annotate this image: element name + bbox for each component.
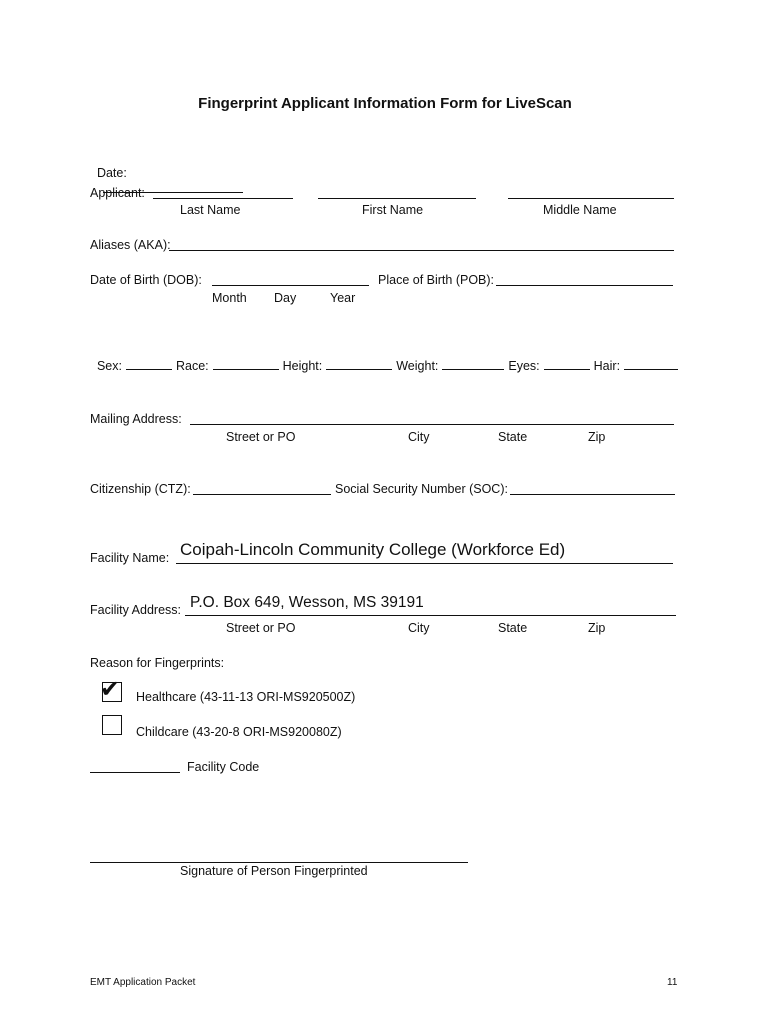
mailing-street-caption: Street or PO bbox=[226, 430, 296, 444]
mailing-label: Mailing Address: bbox=[90, 412, 182, 426]
facility-address-label: Facility Address: bbox=[90, 603, 182, 617]
applicant-label: Applicant: bbox=[90, 186, 145, 200]
eyes-label: Eyes: bbox=[508, 359, 540, 373]
sex-line[interactable] bbox=[126, 357, 172, 370]
race-line[interactable] bbox=[213, 357, 279, 370]
height-label: Height: bbox=[282, 359, 323, 373]
dob-line[interactable] bbox=[212, 273, 369, 286]
aliases-label: Aliases (AKA): bbox=[90, 238, 171, 252]
hair-label: Hair: bbox=[593, 359, 621, 373]
sex-label: Sex: bbox=[96, 359, 122, 373]
ssn-line[interactable] bbox=[510, 482, 675, 495]
ssn-label: Social Security Number (SOC): bbox=[335, 482, 508, 496]
facility-address-value[interactable]: P.O. Box 649, Wesson, MS 39191 bbox=[190, 594, 424, 611]
facility-code-line[interactable] bbox=[90, 760, 180, 773]
dob-year-caption: Year bbox=[330, 291, 356, 305]
facility-street-caption: Street or PO bbox=[226, 621, 296, 635]
reason-label: Reason for Fingerprints: bbox=[90, 656, 225, 670]
citizenship-label: Citizenship (CTZ): bbox=[90, 482, 191, 496]
race-label: Race: bbox=[175, 359, 209, 373]
mailing-zip-caption: Zip bbox=[588, 430, 606, 444]
aliases-line[interactable] bbox=[169, 238, 674, 251]
first-name-line[interactable] bbox=[318, 186, 476, 199]
pob-label: Place of Birth (POB): bbox=[378, 273, 495, 287]
middle-name-caption: Middle Name bbox=[543, 203, 617, 217]
citizenship-line[interactable] bbox=[193, 482, 331, 495]
facility-state-caption: State bbox=[498, 621, 528, 635]
weight-label: Weight: bbox=[396, 359, 439, 373]
physical-row bbox=[90, 343, 678, 373]
dob-month-caption: Month bbox=[212, 291, 247, 305]
healthcare-option-label: Healthcare (43-11-13 ORI-MS920500Z) bbox=[136, 690, 356, 704]
middle-name-line[interactable] bbox=[508, 186, 674, 199]
mailing-line[interactable] bbox=[190, 412, 674, 425]
eyes-line[interactable] bbox=[544, 357, 590, 370]
date-label: Date: bbox=[96, 166, 127, 180]
form-title: Fingerprint Applicant Information Form for LiveScan bbox=[198, 95, 572, 112]
last-name-line[interactable] bbox=[153, 186, 293, 199]
mailing-city-caption: City bbox=[408, 430, 430, 444]
childcare-option-label: Childcare (43-20-8 ORI-MS920080Z) bbox=[136, 725, 342, 739]
weight-line[interactable] bbox=[442, 357, 504, 370]
page-number: 11 bbox=[667, 977, 678, 988]
dob-day-caption: Day bbox=[274, 291, 297, 305]
facility-city-caption: City bbox=[408, 621, 430, 635]
facility-code-label: Facility Code bbox=[187, 760, 260, 774]
facility-name-value[interactable]: Coipah-Lincoln Community College (Workforce Ed) bbox=[180, 540, 566, 559]
last-name-caption: Last Name bbox=[180, 203, 241, 217]
signature-caption: Signature of Person Fingerprinted bbox=[180, 864, 368, 878]
mailing-state-caption: State bbox=[498, 430, 528, 444]
pob-line[interactable] bbox=[496, 273, 673, 286]
hair-line[interactable] bbox=[624, 357, 678, 370]
facility-name-label: Facility Name: bbox=[90, 551, 170, 565]
height-line[interactable] bbox=[326, 357, 392, 370]
first-name-caption: First Name bbox=[362, 203, 424, 217]
childcare-checkbox[interactable] bbox=[102, 715, 122, 735]
facility-zip-caption: Zip bbox=[588, 621, 606, 635]
check-icon: ✔ bbox=[100, 675, 121, 703]
footer-left: EMT Application Packet bbox=[90, 977, 196, 988]
dob-label: Date of Birth (DOB): bbox=[90, 273, 202, 287]
signature-line[interactable] bbox=[90, 850, 468, 863]
